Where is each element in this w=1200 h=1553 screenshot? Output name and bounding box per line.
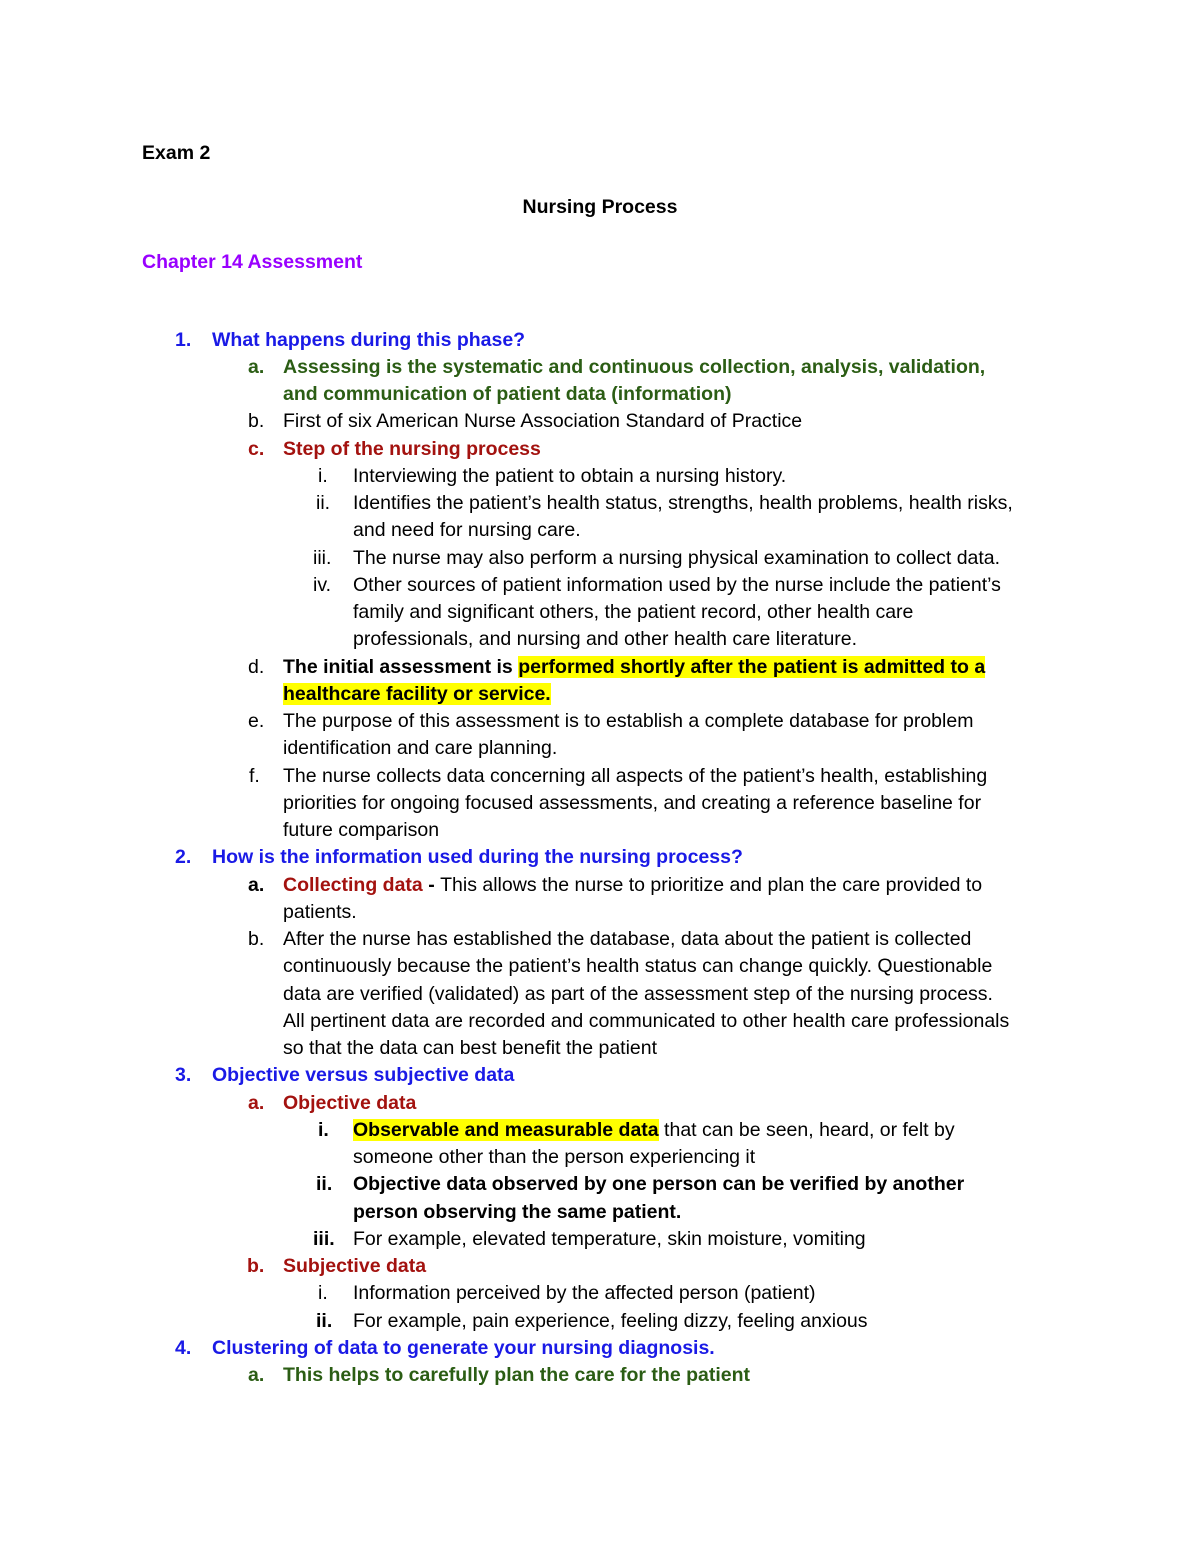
q2a-line2: patients. <box>283 901 357 923</box>
q3b-ii-marker: ii. <box>316 1310 333 1332</box>
q1a-marker: a. <box>248 356 265 378</box>
q1c-iv-line3: professionals, and nursing and other health care literature. <box>353 628 858 650</box>
q2-question: How is the information used during the nursing process? <box>212 846 743 868</box>
q1e-marker: e. <box>248 710 265 732</box>
q2-number: 2. <box>175 846 192 868</box>
q3a-i-highlight: Observable and measurable data <box>353 1119 659 1141</box>
q2a-marker: a. <box>248 874 265 896</box>
q3a-i-rest: that can be seen, heard, or felt by <box>658 1119 955 1141</box>
q1c-ii-line1: Identifies the patient’s health status, strengths, health problems, health risks, <box>353 492 1013 514</box>
q1d-marker: d. <box>248 656 265 678</box>
page-title: Nursing Process <box>522 196 678 218</box>
q2b-line3: data are verified (validated) as part of the assessment step of the nursing process. <box>283 983 993 1005</box>
q4-number: 4. <box>175 1337 192 1359</box>
q1c-iii-marker: iii. <box>313 547 332 569</box>
q1f-line1: The nurse collects data concerning all aspects of the patient’s health, establishing <box>283 765 988 787</box>
q3-question: Objective versus subjective data <box>212 1064 515 1086</box>
q3a-i-marker: i. <box>318 1119 329 1141</box>
q1c-ii-marker: ii. <box>316 492 331 514</box>
q3a-ii-line1: Objective data observed by one person can be verified by another <box>353 1173 965 1195</box>
q3a-i-line1 <box>353 1117 955 1144</box>
q3a-marker: a. <box>248 1092 265 1114</box>
q1e-line1: The purpose of this assessment is to establish a complete database for problem <box>283 710 974 732</box>
q2b-line2: continuously because the patient’s health status can change quickly. Questionable <box>283 955 993 977</box>
q1a-line1: Assessing is the systematic and continuous collection, analysis, validation, <box>283 356 986 378</box>
q3b-ii-text: For example, pain experience, feeling dizzy, feeling anxious <box>353 1310 868 1332</box>
q2a-label: Collecting data <box>283 874 423 896</box>
q1c-iv-marker: iv. <box>313 574 332 596</box>
q3a-iii-marker: iii. <box>313 1228 335 1250</box>
q1c-marker: c. <box>248 438 265 460</box>
q1f-marker: f. <box>249 765 260 787</box>
q1d-highlight1: performed shortly after the patient is admitted to a <box>518 656 986 678</box>
q2a-text: This allows the nurse to prioritize and plan the care provided to <box>440 874 983 896</box>
q1c-iv-line1: Other sources of patient information used by the nurse include the patient’s <box>353 574 1001 596</box>
q3b-i-text: Information perceived by the affected person (patient) <box>353 1282 816 1304</box>
q1c-ii-line2: and need for nursing care. <box>353 519 581 541</box>
q3a-text: Objective data <box>283 1092 417 1114</box>
exam-title: Exam 2 <box>142 142 211 164</box>
q2a-dash: - <box>422 874 441 896</box>
q3a-ii-marker: ii. <box>316 1173 333 1195</box>
q1c-text: Step of the nursing process <box>283 438 541 460</box>
q3a-ii-line2: person observing the same patient. <box>353 1201 682 1223</box>
q1-question: What happens during this phase? <box>212 329 526 351</box>
q1d-highlight2: healthcare facility or service. <box>283 683 551 705</box>
q1f-line2: priorities for ongoing focused assessments, and creating a reference baseline for <box>283 792 982 814</box>
q3-number: 3. <box>175 1064 192 1086</box>
q4-question: Clustering of data to generate your nursing diagnosis. <box>212 1337 715 1359</box>
q1c-i-marker: i. <box>318 465 328 487</box>
q1b-text: First of six American Nurse Association Standard of Practice <box>283 410 803 432</box>
q1d-plain: The initial assessment is <box>283 656 519 678</box>
q1d-line2 <box>283 681 551 708</box>
q1c-iii-text: The nurse may also perform a nursing physical examination to collect data. <box>353 547 1001 569</box>
q3b-text: Subjective data <box>283 1255 427 1277</box>
q2b-line1: After the nurse has established the database, data about the patient is collected <box>283 928 972 950</box>
q4a-marker: a. <box>248 1364 265 1386</box>
q2a-line1 <box>283 872 982 899</box>
q2b-line4: All pertinent data are recorded and communicated to other health care professionals <box>283 1010 1010 1032</box>
q1b-marker: b. <box>248 410 265 432</box>
q1e-line2: identification and care planning. <box>283 737 558 759</box>
q2b-line5: so that the data can best benefit the patient <box>283 1037 658 1059</box>
q1c-iv-line2: family and significant others, the patient record, other health care <box>353 601 914 623</box>
q4a-text: This helps to carefully plan the care for the patient <box>283 1364 751 1386</box>
q3a-i-line2: someone other than the person experiencing it <box>353 1146 756 1168</box>
q3a-iii-text: For example, elevated temperature, skin moisture, vomiting <box>353 1228 866 1250</box>
q1d-line1 <box>283 654 985 681</box>
q2b-marker: b. <box>248 928 265 950</box>
q1a-line2: and communication of patient data (information) <box>283 383 732 405</box>
q1-number: 1. <box>175 329 192 351</box>
chapter-heading: Chapter 14 Assessment <box>142 251 363 273</box>
q3b-marker: b. <box>247 1255 265 1277</box>
q1f-line3: future comparison <box>283 819 440 841</box>
q3b-i-marker: i. <box>318 1282 328 1304</box>
q1c-i-text: Interviewing the patient to obtain a nursing history. <box>353 465 787 487</box>
